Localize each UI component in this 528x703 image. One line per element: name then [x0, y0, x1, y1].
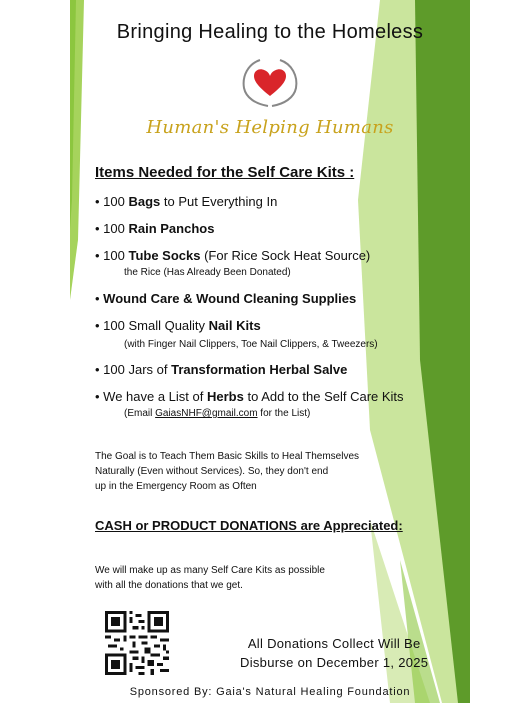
note-nail-kit-contents: (with Finger Nail Clippers, Toe Nail Clippers, & Tweezers)	[124, 339, 378, 350]
kits-paragraph: We will make up as many Self Care Kits as possible with all the donations that we get.	[95, 565, 325, 591]
flyer-title: Bringing Healing to the Homeless	[116, 21, 424, 43]
donations-date-notice: All Donations Collect Will Be Disburse on December 1, 2025	[240, 636, 429, 670]
email-link[interactable]: GaiasNHF@gmail.com	[155, 408, 258, 419]
item-herbal-salve: • 100 Jars of Transformation Herbal Salve	[95, 362, 348, 377]
item-herbs-list: • We have a List of Herbs to Add to the Self Care Kits	[95, 389, 404, 404]
item-tube-socks: • 100 Tube Socks (For Rice Sock Heat Source)	[95, 248, 371, 263]
goal-paragraph: The Goal is to Teach Them Basic Skills to Heal Themselves Naturally (Even without Services). So, they don't end up in the Emergency Room as Often	[95, 451, 360, 492]
items-heading: Items Needed for the Self Care Kits :	[95, 164, 355, 181]
note-email-for-list: (Email GaiasNHF@gmail.com for the List)	[124, 408, 311, 419]
cash-donations-heading: CASH or PRODUCT DONATIONS are Appreciated:	[95, 518, 403, 533]
note-rice-donated: the Rice (Has Already Been Donated)	[124, 267, 291, 278]
item-nail-kits: • 100 Small Quality Nail Kits	[95, 318, 261, 333]
sponsor-line: Sponsored By: Gaia's Natural Healing Foundation	[129, 686, 411, 698]
item-bags: • 100 Bags to Put Everything In	[95, 194, 278, 209]
flyer	[70, 0, 470, 703]
qr-code-icon	[105, 611, 169, 675]
heart-hands-logo-icon	[238, 56, 302, 108]
item-wound-care: • Wound Care & Wound Cleaning Supplies	[95, 291, 357, 306]
tagline: Human's Helping Humans	[146, 117, 394, 138]
item-rain-panchos: • 100 Rain Panchos	[95, 221, 215, 236]
